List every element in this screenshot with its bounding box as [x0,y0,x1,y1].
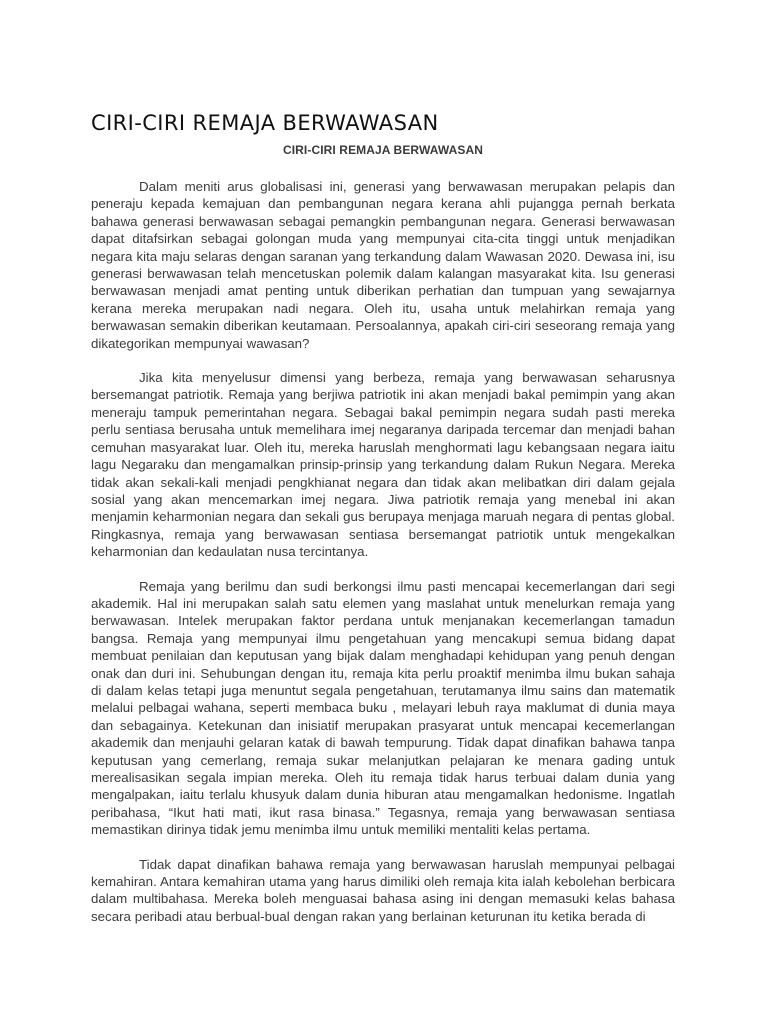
paragraph-4: Tidak dapat dinafikan bahawa remaja yang berwawasan haruslah mempunyai pelbagai kemahiran. Antara kemahiran utama yang harus dimiliki oleh remaja kita ialah kebolehan berbicara dalam multibahasa. Mereka boleh menguasai bahasa asing ini dengan memasuki kelas bahasa secara peribadi atau berbual-bual dengan rakan yang berlainan keturunan itu ketika berada di [91,856,675,924]
paragraph-1: Dalam meniti arus globalisasi ini, generasi yang berwawasan merupakan pelapis dan peneraju kepada kemajuan dan pembangunan negara kerana ahli pujangga pernah berkata bahawa generasi berwawasan sebagai pemangkin pembangunan negara. Generasi berwawasan dapat ditafsirkan sebagai golongan muda yang mempunyai cita-cita tinggi untuk menjadikan negara kita maju selaras dengan saranan yang terkandung dalam Wawasan 2020. Dewasa ini, isu generasi berwawasan telah mencetuskan polemik dalam kalangan masyarakat kita. Isu generasi berwawasan menjadi amat penting untuk diberikan perhatian dan tumpuan yang sewajarnya kerana mereka merupakan nadi negara. Oleh itu, usaha untuk melahirkan remaja yang berwawasan semakin diberikan keutamaan. Persoalannya, apakah ciri-ciri seseorang remaja yang dikategorikan mempunyai wawasan? [91,179,675,351]
paragraph-2: Jika kita menyelusur dimensi yang berbeza, remaja yang berwawasan seharusnya bersemangat patriotik. Remaja yang berjiwa patriotik ini akan menjadi bakal pemimpin yang akan meneraju tampuk pemerintahan negara. Sebagai bakal pemimpin negara sudah pasti mereka perlu sentiasa berusaha untuk memelihara imej negaranya daripada tercemar dan menjadi bahan cemuhan masyarakat luar. Oleh itu, mereka haruslah menghormati lagu kebangsaan negara iaitu lagu Negaraku dan mengamalkan prinsip-prinsip yang terkandung dalam Rukun Negara. Mereka tidak akan sekali-kali menjadi pengkhianat negara dan tidak akan melibatkan diri dalam gejala sosial yang akan mencemarkan imej negara. Jiwa patriotik remaja yang menebal ini akan menjamin keharmonian negara dan sekali gus berupaya menjaga maruah negara di pentas global. Ringkasnya, remaja yang berwawasan sentiasa bersemangat patriotik untuk mengekalkan keharmonian dan kedaulatan nusa tercintanya. [91,370,675,560]
document-body [91,178,675,942]
document-subtitle: CIRI-CIRI REMAJA BERWAWASAN [282,143,484,157]
document-title: CIRI-CIRI REMAJA BERWAWASAN [91,111,439,135]
paragraph-3: Remaja yang berilmu dan sudi berkongsi ilmu pasti mencapai kecemerlangan dari segi akademik. Hal ini merupakan salah satu elemen yang maslahat untuk menelurkan remaja yang berwawasan. Intelek merupakan faktor perdana untuk menjanakan kecemerlangan tamadun bangsa. Remaja yang mempunyai ilmu pengetahuan yang mencakupi semua bidang dapat membuat penilaian dan keputusan yang bijak dalam menghadapi kehidupan yang penuh dengan onak dan duri ini. Sehubungan dengan itu, remaja kita perlu proaktif menimba ilmu bukan sahaja di dalam kelas tetapi juga menuntut segala pengetahuan, terutamanya ilmu sains dan matematik melalui pelbagai wahana, seperti membaca buku , melayari lebuh raya maklumat di dunia maya dan sebagainya. Ketekunan dan inisiatif merupakan prasyarat untuk mencapai kecemerlangan akademik dan menjauhi gelaran katak di bawah tempurung. Tidak dapat dinafikan bahawa tanpa keputusan yang cemerlang, remaja sukar melanjutkan pelajaran ke menara gading untuk merealisasikan segala impian mereka. Oleh itu remaja tidak harus terbuai dalam dunia yang mengalpakan, iaitu terlalu khusyuk dalam dunia hiburan atau mengamalkan hedonisme. Ingatlah peribahasa, “Ikut hati mati, ikut rasa binasa.” Tegasnya, remaja yang berwawasan sentiasa memastikan dirinya tidak jemu menimba ilmu untuk memiliki mentaliti kelas pertama. [91,578,675,838]
